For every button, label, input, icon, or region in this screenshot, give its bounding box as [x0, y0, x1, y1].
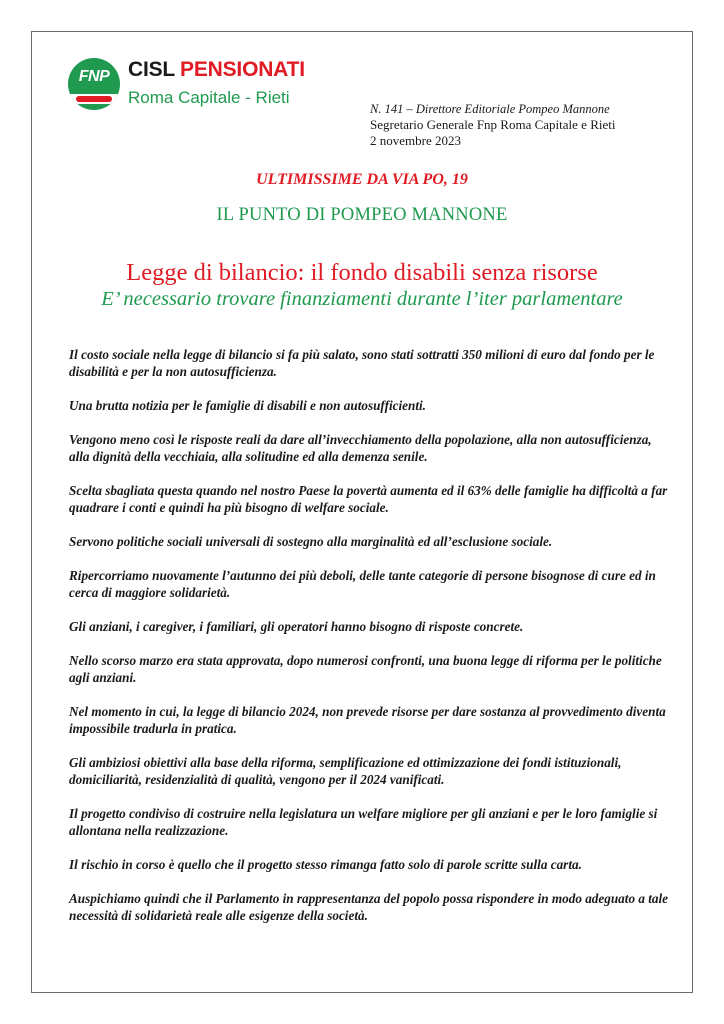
article-body — [69, 346, 669, 941]
paragraph: Auspichiamo quindi che il Parlamento in rappresentanza del popolo possa rispondere in modo adeguato a tale necessità di solidarietà reale alle esigenze della società. — [69, 891, 668, 923]
logo-brand-suffix: PENSIONATI — [180, 58, 305, 81]
masthead-meta — [370, 101, 615, 149]
logo-mark: FNP — [78, 68, 110, 85]
paragraph: Gli ambiziosi obiettivi alla base della riforma, semplificazione ed ottimizzazione dei fondi istituzionali, domiciliarità, residenzialità di qualità, vengono per il 2024 vanificati. — [69, 755, 622, 787]
fnp-cisl-logo — [68, 58, 324, 116]
kicker: ULTIMISSIME DA VIA PO, 19 — [256, 171, 468, 188]
logo-title — [128, 58, 305, 82]
paragraph: Nello scorso marzo era stata approvata, dopo numerosi confronti, una buona legge di riforma per le politiche agli anziani. — [69, 653, 662, 685]
date-line: 2 novembre 2023 — [370, 133, 461, 148]
paragraph: Servono politiche sociali universali di sostegno alla marginalità ed all’esclusione sociale. — [69, 534, 553, 549]
logo-brand-prefix: CISL — [128, 58, 176, 81]
paragraph: Ripercorriamo nuovamente l’autunno dei più deboli, delle tante categorie di persone bisognose di cure ed in cerca di maggiore solidarietà. — [69, 568, 656, 600]
headline: Legge di bilancio: il fondo disabili senza risorse — [126, 259, 598, 286]
paragraph: Gli anziani, i caregiver, i familiari, gli operatori hanno bisogno di risposte concrete. — [69, 619, 524, 634]
paragraph: Il costo sociale nella legge di bilancio si fa più salato, sono stati sottratti 350 milioni di euro dal fondo per le disabilità e per la non autosufficienza. — [69, 347, 655, 379]
paragraph: Nel momento in cui, la legge di bilancio 2024, non prevede risorse per dare sostanza al provvedimento diventa impossibile tradurla in pratica. — [69, 704, 666, 736]
fnp-logo-icon — [68, 58, 120, 110]
paragraph: Scelta sbagliata questa quando nel nostro Paese la povertà aumenta ed il 63% delle famiglie ha difficoltà a far quadrare i conti e quindi ha più bisogno di welfare sociale. — [69, 483, 668, 515]
column-title: IL PUNTO DI POMPEO MANNONE — [216, 205, 508, 225]
role-line: Segretario Generale Fnp Roma Capitale e Rieti — [370, 117, 616, 132]
paragraph: Il rischio in corso è quello che il progetto stesso rimanga fatto solo di parole scritte sulla carta. — [69, 857, 582, 872]
edition-line: N. 141 – Direttore Editoriale Pompeo Mannone — [370, 102, 610, 116]
paragraph: Vengono meno così le risposte reali da dare all’invecchiamento della popolazione, alla non autosufficienza, alla dignità della vecchiaia, alla solitudine ed alla demenza senile. — [69, 432, 652, 464]
logo-region: Roma Capitale - Rieti — [128, 88, 290, 107]
subheadline: E’ necessario trovare finanziamenti durante l’iter parlamentare — [101, 288, 623, 310]
paragraph: Il progetto condiviso di costruire nella legislatura un welfare migliore per gli anziani e per le loro famiglie si allontana nella realizzazione. — [69, 806, 658, 838]
paragraph: Una brutta notizia per le famiglie di disabili e non autosufficienti. — [69, 398, 426, 413]
